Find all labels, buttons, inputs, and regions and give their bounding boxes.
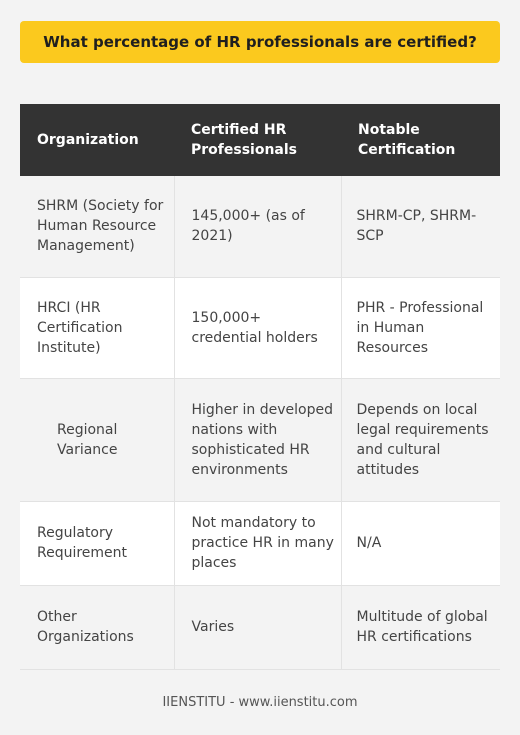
table-cell-certification: N/A bbox=[341, 501, 500, 585]
table-row bbox=[20, 501, 500, 585]
certification-table bbox=[20, 104, 500, 670]
table-cell-organization: SHRM (Society for Human Resource Management) bbox=[20, 176, 174, 277]
table-row bbox=[20, 277, 500, 378]
table-cell-certification: SHRM-CP, SHRM-SCP bbox=[341, 176, 500, 277]
column-header-notable-certification: Notable Certification bbox=[341, 104, 500, 176]
table-cell-organization: HRCI (HR Certification Institute) bbox=[20, 277, 174, 378]
table-cell-certified: 145,000+ (as of 2021) bbox=[174, 176, 341, 277]
table-cell-certification: Depends on local legal requirements and cultural attitudes bbox=[341, 378, 500, 501]
footer-credit: IIENSTITU - www.iienstitu.com bbox=[162, 695, 358, 710]
table-row bbox=[20, 176, 500, 277]
table-row bbox=[20, 585, 500, 669]
table-cell-certified: 150,000+ credential holders bbox=[174, 277, 341, 378]
table-cell-certification: Multitude of global HR certifications bbox=[341, 585, 500, 669]
column-header-organization: Organization bbox=[20, 104, 174, 176]
column-header-certified-professionals: Certified HR Professionals bbox=[174, 104, 341, 176]
page-title: What percentage of HR professionals are certified? bbox=[20, 21, 500, 63]
table-cell-organization: Other Organizations bbox=[20, 585, 174, 669]
table-cell-organization: Regulatory Requirement bbox=[20, 501, 174, 585]
table-row bbox=[20, 378, 500, 501]
table-cell-organization: Regional Variance bbox=[20, 378, 174, 501]
table-cell-certification: PHR - Professional in Human Resources bbox=[341, 277, 500, 378]
table-cell-certified: Not mandatory to practice HR in many places bbox=[174, 501, 341, 585]
table-cell-certified: Varies bbox=[174, 585, 341, 669]
table-cell-certified: Higher in developed nations with sophisticated HR environments bbox=[174, 378, 341, 501]
table-header-row bbox=[20, 104, 500, 176]
